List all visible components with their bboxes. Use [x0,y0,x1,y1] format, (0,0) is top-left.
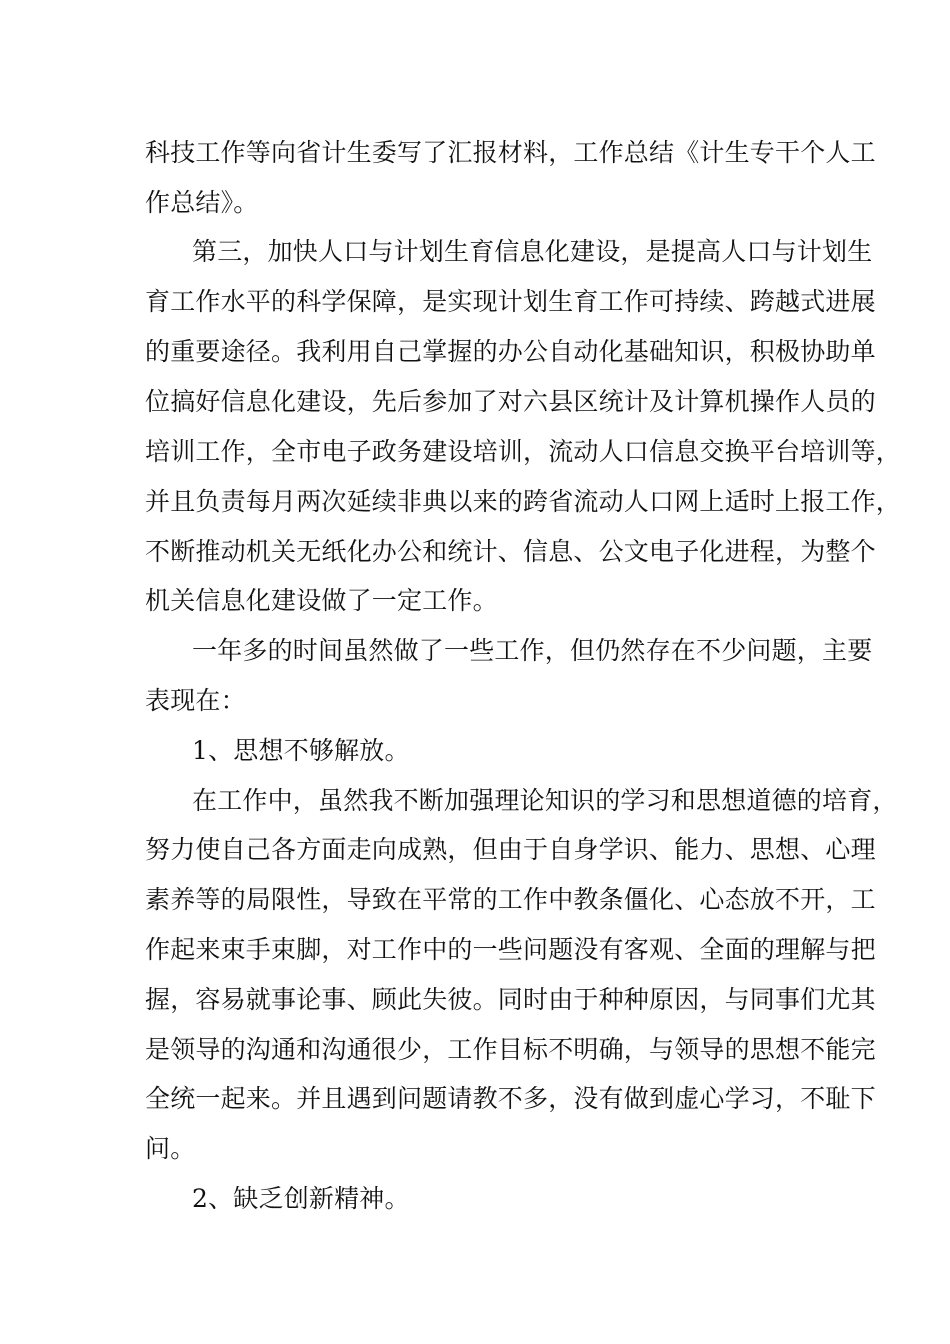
paragraph-start: 第三，加快人口与计划生育信息化建设，是提高人口与计划生 [192,237,873,266]
text-line: 全统一起来。并且遇到问题请教不多，没有做到虚心学习，不耻下 [145,1084,876,1113]
text-line: 的重要途径。我利用自己掌握的办公自动化基础知识，积极协助单 [145,337,876,366]
text-line: 培训工作，全市电子政务建设培训，流动人口信息交换平台培训等， [145,437,902,466]
text-line: 素养等的局限性，导致在平常的工作中教条僵化、心态放不开，工 [145,885,876,914]
text-line: 握，容易就事论事、顾此失彼。同时由于种种原因，与同事们尤其 [145,985,876,1014]
text-line: 努力使自己各方面走向成熟，但由于自身学识、能力、思想、心理 [145,835,876,864]
text-line: 并且负责每月两次延续非典以来的跨省流动人口网上适时上报工作， [145,487,902,516]
text-line: 不断推动机关无纸化办公和统计、信息、公文电子化进程，为整个 [145,537,876,566]
text-line: 是领导的沟通和沟通很少，工作目标不明确，与领导的思想不能完 [145,1035,876,1064]
text-line: 位搞好信息化建设，先后参加了对六县区统计及计算机操作人员的 [145,387,876,416]
text-line: 机关信息化建设做了一定工作。 [145,586,498,615]
text-line: 育工作水平的科学保障，是实现计划生育工作可持续、跨越式进展 [145,287,876,316]
text-line: 科技工作等向省计生委写了汇报材料，工作总结《计生专干个人工 [145,138,876,167]
section-heading: 1、思想不够解放。 [192,736,410,765]
text-line: 表现在： [145,686,246,715]
text-line: 作起来束手束脚，对工作中的一些问题没有客观、全面的理解与把 [145,935,876,964]
paragraph-start: 一年多的时间虽然做了一些工作，但仍然存在不少问题，主要 [192,636,873,665]
paragraph-start: 在工作中，虽然我不断加强理论知识的学习和思想道德的培育， [192,786,898,815]
text-line: 问。 [145,1134,196,1163]
text-line: 作总结》。 [145,188,259,217]
section-heading: 2、缺乏创新精神。 [192,1184,410,1213]
